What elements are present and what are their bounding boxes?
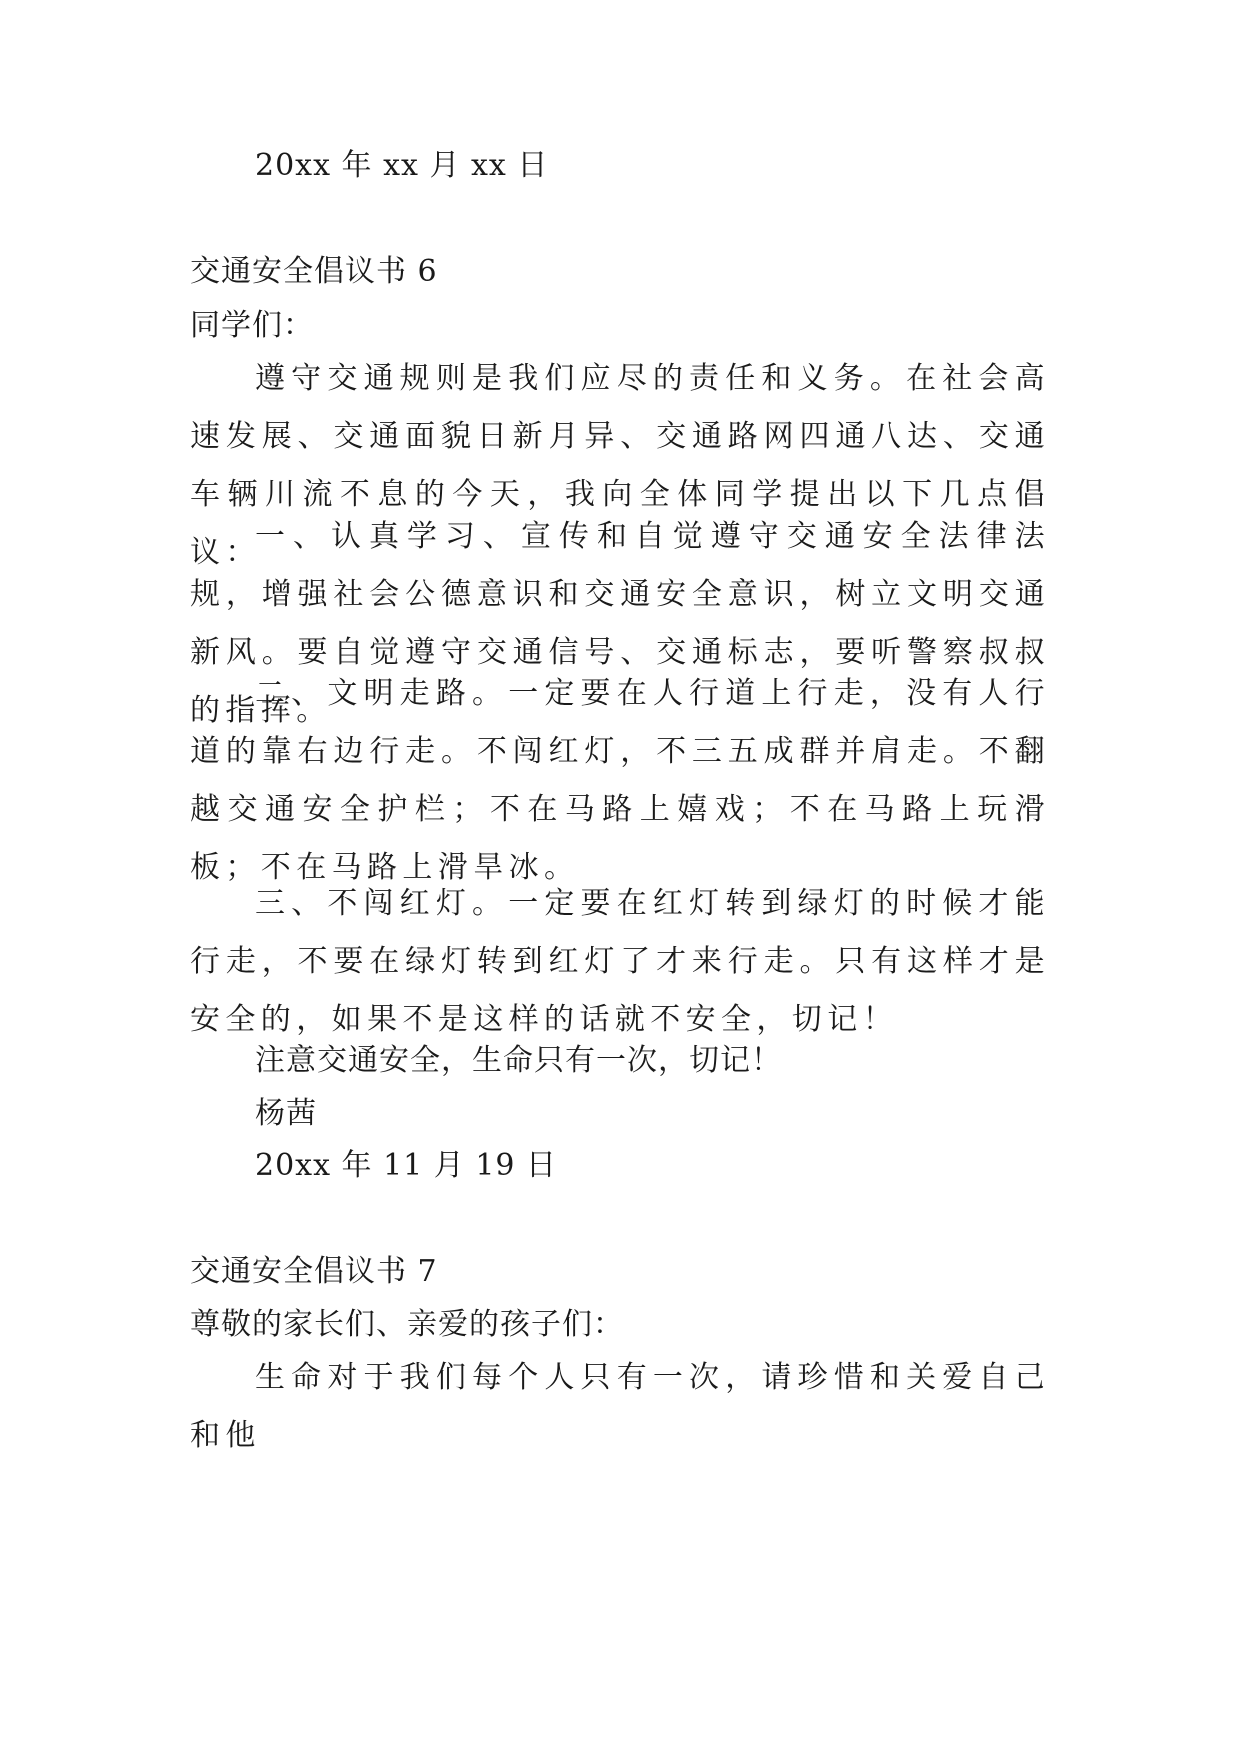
letter6-paragraph-4: 三、不闯红灯。一定要在红灯转到绿灯的时候才能行走，不要在绿灯转到红灯了才来行走。只有这样才是安全的，如果不是这样的话就不安全，切记！ <box>190 886 1050 1037</box>
letter6-closing: 注意交通安全，生命只有一次，切记！ <box>255 1043 782 1078</box>
top-date: 20xx 年 xx 月 xx 日 <box>255 148 549 183</box>
letter7-paragraph-1: 生命对于我们每个人只有一次，请珍惜和关爱自己和他 <box>190 1360 1050 1453</box>
letter6-paragraph-1: 遵守交通规则是我们应尽的责任和义务。在社会高速发展、交通面貌日新月异、交通路网四通八达、交通车辆川流不息的今天，我向全体同学提出以下几点倡议： <box>190 361 1050 570</box>
letter6-title: 交通安全倡议书 6 <box>190 254 438 289</box>
letter6-salutation: 同学们： <box>190 308 314 343</box>
letter6-signature: 杨茜 <box>255 1096 317 1131</box>
letter7-title: 交通安全倡议书 7 <box>190 1254 438 1289</box>
letter6-date: 20xx 年 11 月 19 日 <box>255 1148 558 1183</box>
letter6-paragraph-2: 一、认真学习、宣传和自觉遵守交通安全法律法规，增强社会公德意识和交通安全意识，树立文明交通新风。要自觉遵守交通信号、交通标志，要听警察叔叔的指挥。 <box>190 519 1050 728</box>
letter6-paragraph-3: 二、文明走路。一定要在人行道上行走，没有人行道的靠右边行走。不闯红灯，不三五成群并肩走。不翻越交通安全护栏；不在马路上嬉戏；不在马路上玩滑板；不在马路上滑旱冰。 <box>190 676 1050 885</box>
letter7-salutation: 尊敬的家长们、亲爱的孩子们： <box>190 1307 624 1342</box>
